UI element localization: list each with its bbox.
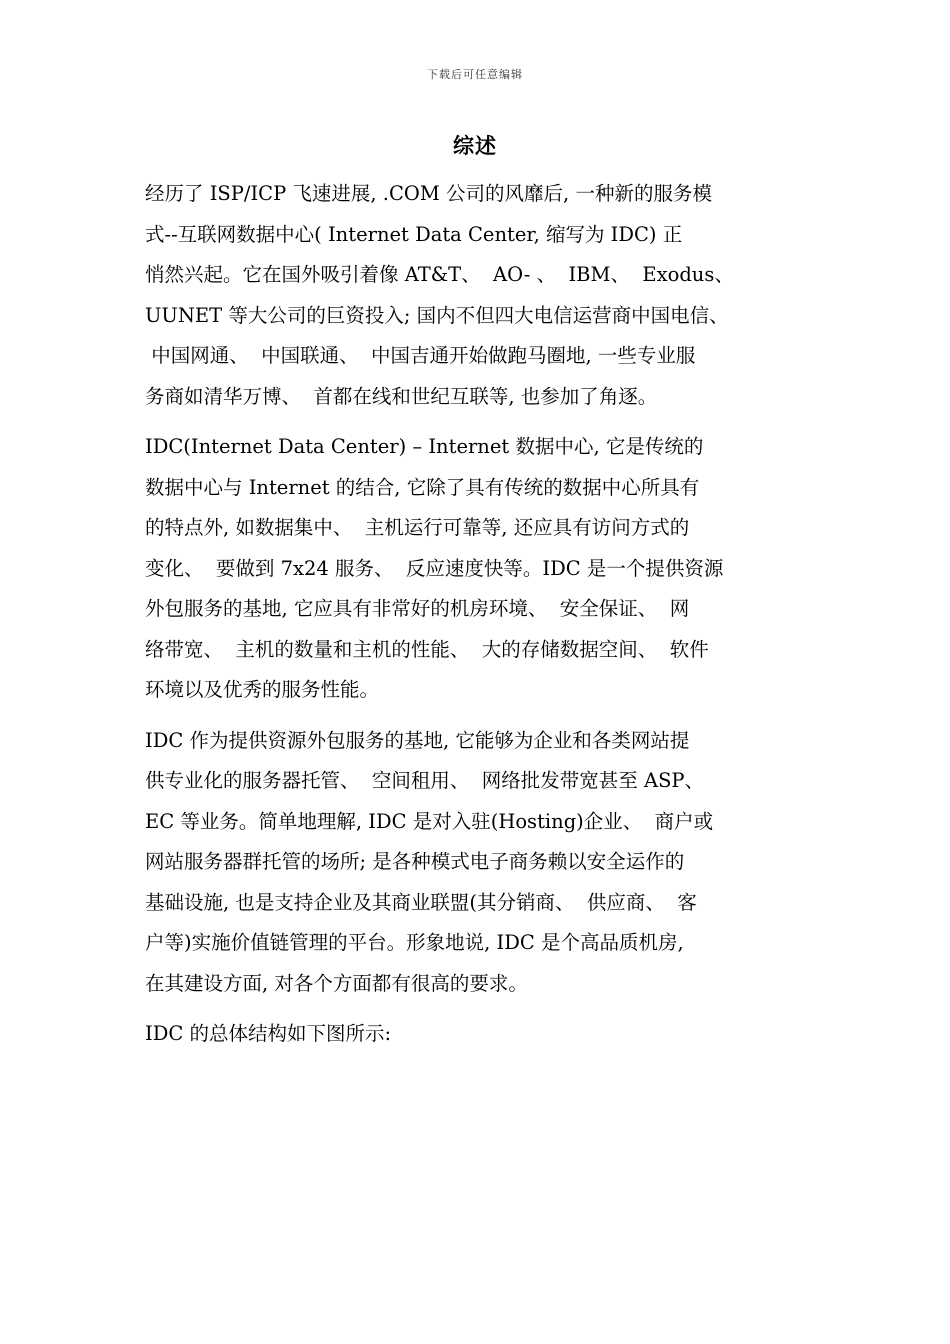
text-line: 环境以及优秀的服务性能。	[145, 678, 380, 701]
text-line: 的特点外, 如数据集中、 主机运行可靠等, 还应具有访问方式的	[145, 516, 690, 539]
text-line: 变化、 要做到 7x24 服务、 反应速度快等。IDC 是一个提供资源	[145, 556, 724, 580]
paragraph-structure	[145, 1014, 810, 1055]
text-line: 务商如清华万博、 首都在线和世纪互联等, 也参加了角逐。	[145, 384, 658, 408]
text-line: 户等)实施价值链管理的平台。形象地说, IDC 是个高品质机房,	[145, 931, 684, 954]
text-line: 悄然兴起。它在国外吸引着像 AT&T、 AO- 、 IBM、 Exodus、	[145, 263, 734, 286]
text-line: EC 等业务。简单地理解, IDC 是对入驻(Hosting)企业、 商户或	[145, 809, 714, 833]
text-line: 数据中心与 Internet 的结合, 它除了具有传统的数据中心所具有	[145, 475, 700, 499]
text-line: 式--互联网数据中心( Internet Data Center, 缩写为 IDC) 正	[145, 222, 683, 246]
text-line: 络带宽、 主机的数量和主机的性能、 大的存储数据空间、 软件	[145, 637, 709, 661]
document-title: 综述	[453, 134, 497, 158]
text-line: 基础设施, 也是支持企业及其商业联盟(其分销商、 供应商、 客	[145, 890, 697, 914]
document-body	[145, 174, 810, 1065]
text-line: IDC 作为提供资源外包服务的基地, 它能够为企业和各类网站提	[145, 728, 690, 752]
text-line: 中国网通、 中国联通、 中国吉通开始做跑马圈地, 一些专业服	[145, 344, 696, 367]
text-line: IDC(Internet Data Center) – Internet 数据中心, 它是传统的	[145, 435, 704, 458]
text-line: 外包服务的基地, 它应具有非常好的机房环境、 安全保证、 网	[145, 597, 690, 620]
paragraph-idc-definition	[145, 427, 810, 711]
text-line: 网站服务器群托管的场所; 是各种模式电子商务赖以安全运作的	[145, 850, 685, 873]
header-note: 下载后可任意编辑	[427, 68, 523, 81]
text-line: IDC 的总体结构如下图所示:	[145, 1022, 392, 1045]
text-line: UUNET 等大公司的巨资投入; 国内不但四大电信运营商中国电信、	[145, 303, 729, 327]
text-line: 经历了 ISP/ICP 飞速进展, .COM 公司的风靡后, 一种新的服务模	[145, 182, 712, 205]
paragraph-idc-services	[145, 721, 810, 1005]
text-line: 供专业化的服务器托管、 空间租用、 网络批发带宽甚至 ASP、	[145, 769, 705, 792]
paragraph-intro	[145, 174, 810, 417]
text-line: 在其建设方面, 对各个方面都有很高的要求。	[145, 971, 528, 995]
